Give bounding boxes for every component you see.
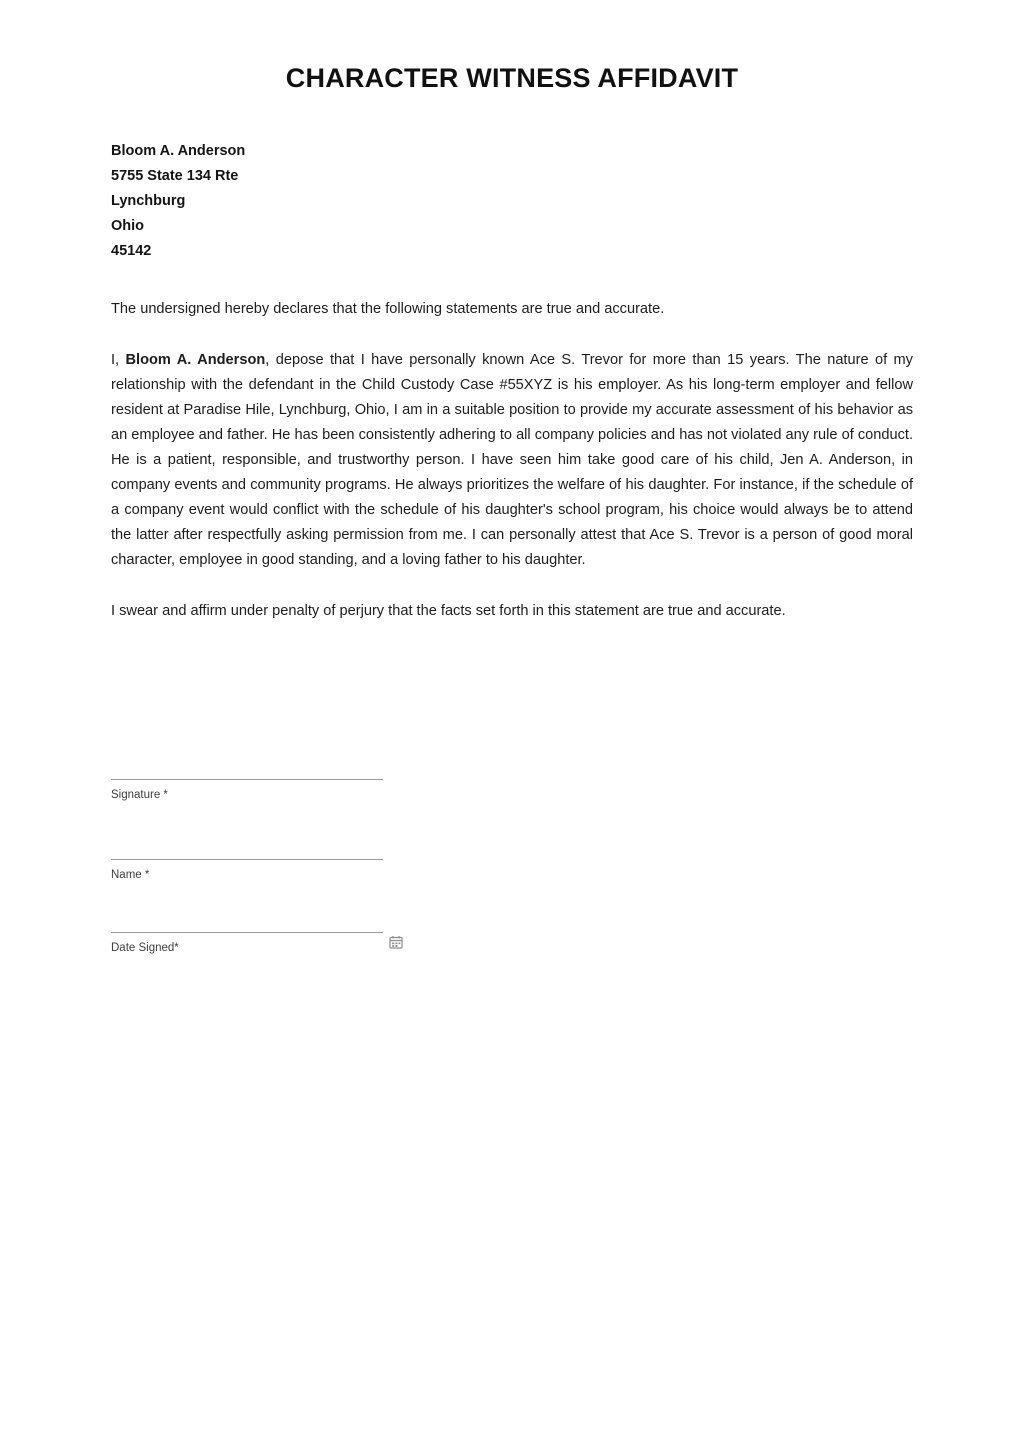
body-rest: , depose that I have personally known Ace S. Trevor for more than 15 years. The nature of my relationship with the defendant in the Child Custody Case #55XYZ is his employer. As his long-term employer and fellow resident at Paradise Hile, Lynchburg, Ohio, I am in a suitable position to provide my accurate assessment of his behavior as an employee and father. He has been consistently adhering to all company policies and has not violated any rule of conduct. He is a patient, responsible, and trustworthy person. I have seen him take good care of his child, Jen A. Anderson, in company events and community programs. He always prioritizes the welfare of his daughter. For instance, if the schedule of a company event would conflict with the schedule of his daughter's school program, his choice would always be to attend the latter after respectfully asking permission from me. I can personally attest that Ace S. Trevor is a person of good moral character, employee in good standing, and a loving father to his daughter. bbox=[111, 352, 913, 569]
oath-paragraph: I swear and affirm under penalty of perjury that the facts set forth in this statement are true and accurate. bbox=[111, 603, 786, 620]
signature-field[interactable] bbox=[111, 779, 383, 802]
body-lead: I, bbox=[111, 352, 126, 369]
name-label: Name * bbox=[111, 869, 150, 882]
name-field[interactable] bbox=[111, 859, 383, 882]
page-title: CHARACTER WITNESS AFFIDAVIT bbox=[285, 63, 739, 93]
affiant-name: Bloom A. Anderson bbox=[125, 352, 266, 369]
signature-fields bbox=[111, 779, 913, 955]
date-signed-field[interactable] bbox=[111, 932, 383, 955]
signature-input[interactable] bbox=[111, 779, 383, 780]
body-paragraph bbox=[111, 348, 913, 573]
sender-name: Bloom A. Anderson bbox=[111, 143, 246, 160]
name-input[interactable] bbox=[111, 859, 383, 860]
sender-city: Lynchburg bbox=[111, 193, 186, 210]
sender-zip: 45142 bbox=[111, 243, 152, 260]
sender-street: 5755 State 134 Rte bbox=[111, 168, 239, 185]
sender-state: Ohio bbox=[111, 218, 145, 235]
date-signed-input[interactable] bbox=[111, 932, 383, 933]
calendar-icon[interactable] bbox=[389, 935, 403, 949]
declaration-paragraph: The undersigned hereby declares that the following statements are true and accurate. bbox=[111, 301, 665, 318]
sender-address-block bbox=[111, 139, 913, 264]
date-signed-label: Date Signed* bbox=[111, 942, 179, 955]
document-content bbox=[111, 0, 913, 955]
signature-label: Signature * bbox=[111, 789, 168, 802]
